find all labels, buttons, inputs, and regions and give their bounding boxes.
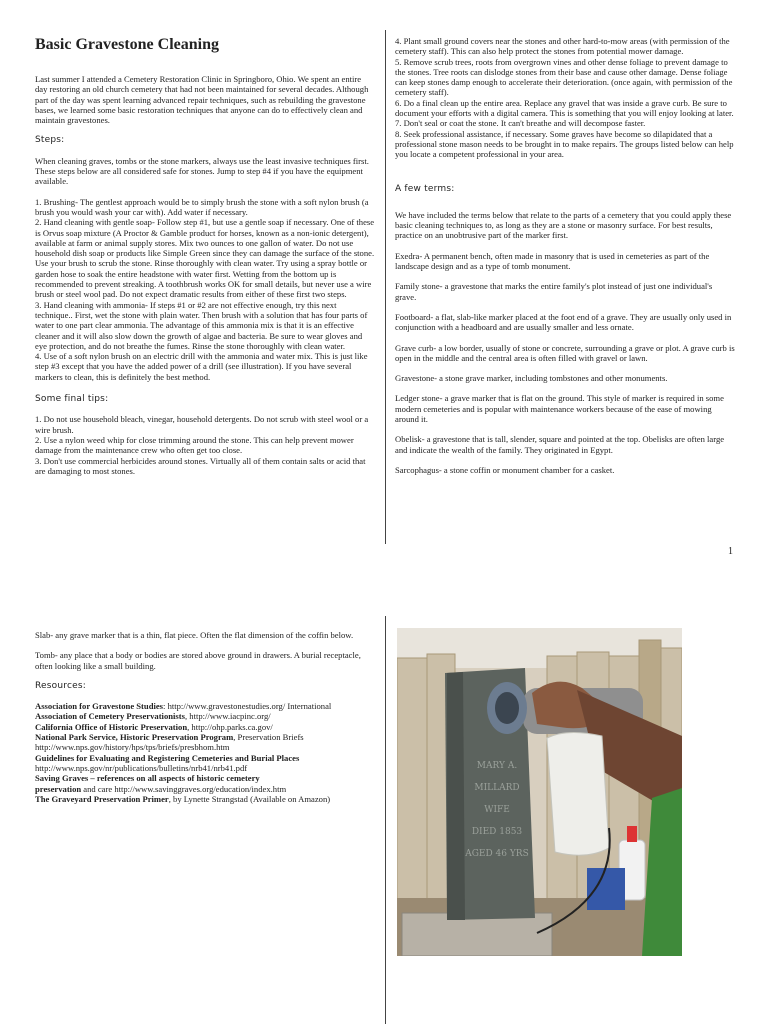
resource-item — [35, 742, 380, 752]
term-item: Obelisk- a gravestone that is tall, slender, square and pointed at the top. Obelisks are often large and indicate the wealth of the family. They originated in Egypt. — [395, 434, 725, 455]
resource-link[interactable]: , http://ohp.parks.ca.gov/ — [187, 721, 273, 732]
resources-heading: Resources: — [35, 680, 86, 691]
stone-inscription-line: AGED 46 YRS — [465, 849, 529, 859]
resource-link[interactable]: http://www.nps.gov/history/hps/tps/briefs/presbhom.htm — [35, 742, 230, 753]
right-column — [395, 36, 735, 485]
term-item: Gravestone- a stone grave marker, including tombstones and other monuments. — [395, 373, 668, 384]
document-title: Basic Gravestone Cleaning — [35, 36, 219, 53]
stone-inscription-line: DIED 1853 — [471, 827, 523, 837]
term-item: Sarcophagus- a stone coffin or monument chamber for a casket. — [395, 464, 615, 475]
resource-item: National Park Service, Historic Preservation Program, Preservation Briefs — [35, 732, 304, 743]
resource-item: Association for Gravestone Studies: http://www.gravestonestudies.org/ International — [35, 701, 332, 712]
resource-item: Association of Cemetery Preservationists, http://www.iacpinc.org/ — [35, 711, 271, 722]
term-item: Exedra- A permanent bench, often made in masonry that is used in cemeteries as part of the landscape design and as a type of tomb monument. — [395, 250, 710, 272]
resource-item: Saving Graves – references on all aspects of historic cemetery — [35, 773, 260, 784]
term-slab: Slab- any grave marker that is a thin, flat piece. Often the flat dimension of the coffin below. — [35, 630, 354, 640]
gravestone-cleaning-photo — [397, 628, 682, 956]
steps-heading: Steps: — [35, 135, 65, 146]
resource-item — [35, 763, 380, 773]
steps-list: 1. Brushing- The gentlest approach would be to simply brush the stone with a soft nylon brush (a brush you would wash your car with). Add water if necessary. 2. Hand cleaning with gentle soap- Follow step #1, but use a gentle soap if necessary. One of these is Orvus soap mixture (A Proctor & Gamble product for horses, known as a non-ionic detergent), available at farm or animal supply stores. Mix two ounces to one gallon of water. Do not use household dish soap or products like Simple Green since they can damage the surface of the stone. Use your brush to scrub the stone. Rinse thoroughly with clean water. Try using a spray bottle or garden hose to soak the entire headstone with water first. Wetting from the bottom up is recommended to prevent streaking. A toothbrush works OK for small details, but never use a wire brush or steel wool pad. Do not expect dramatic results from either of these first two steps. 3. Hand cleaning with ammonia- If steps #1 or #2 are not effective enough, try this next technique.. First, wet the stone with plain water. Then brush with a solution that has four parts of water to one part clear ammonia. The advantage of this ammonia mix is that it is an effective cleaner and it will also slow down the growth of algae and bacteria. Be sure to wear gloves and eye protection, and do not breathe the fumes. Rinse the stone thoroughly with clean water. 4. Use of a soft nylon brush on an electric drill with the ammonia and water mix. This is just like step #3 except that you have the added power of a drill (see illustration). If you have several markers to clean, this is definitely the best method. — [35, 196, 375, 382]
left-column — [35, 36, 375, 486]
left-column-page-2 — [35, 630, 380, 804]
resource-link[interactable]: http://www.nps.gov/nr/publications/bulletins/nrb41/nrb41.pdf — [35, 762, 248, 773]
stone-inscription-line: MILLARD — [474, 783, 520, 793]
term-item: Grave curb- a low border, usually of stone or concrete, surrounding a grave or plot. A grave curb is open in the middle and the central area is often filled with gravel or lawn. — [395, 342, 735, 363]
page-number: 1 — [728, 546, 733, 557]
term-item: Family stone- a gravestone that marks the entire family's plot instead of just one individual's grave. — [395, 281, 713, 302]
resource-item: Guidelines for Evaluating and Registering Cemeteries and Burial Places — [35, 752, 300, 763]
term-tomb: Tomb- any place that a body or bodies are stored above ground in drawers. A burial receptacle, often looking like a small building. — [35, 650, 361, 671]
tips-heading: Some final tips: — [35, 394, 109, 405]
stone-inscription-line: WIFE — [484, 805, 510, 815]
resource-item: The Graveyard Preservation Primer, by Lynette Strangstad (Available on Amazon) — [35, 793, 331, 804]
term-item: Footboard- a flat, slab-like marker placed at the foot end of a grave. They are usually only used in conjunction with a headboard and are usually smaller and less ornate. — [395, 311, 732, 333]
column-divider — [385, 30, 386, 544]
resource-link[interactable]: : http://www.gravestonestudies.org/ International — [163, 701, 332, 712]
terms-heading: A few terms: — [395, 183, 455, 194]
terms-intro: We have included the terms below that relate to the parts of a cemetery that you could apply these basic cleaning techniques to, as long as they are a stone or masonry surface. For best results, practice on an unobtrusive part of the marker first. — [395, 209, 732, 241]
term-item: Ledger stone- a grave marker that is flat on the ground. This style of marker is required in some modern cemeteries and is popular with maintenance workers because of the ease of mowing around it. — [395, 393, 724, 425]
intro-paragraph: Last summer I attended a Cemetery Restoration Clinic in Springboro, Ohio. We spent an entire day restoring an old church cemetery that had not been maintained for several decades. Although part of the day was spent learning advanced repair techniques, such as rebuilding the gravestone bases, we learned some basic restoration techniques that anyone can do to effectively clean and maintain gravestones. — [35, 74, 369, 126]
resources-list — [35, 701, 380, 804]
steps-intro: When cleaning graves, tombs or the stone markers, always use the least invasive techniques first. These steps below are all considered safe for stones. Jump to step #4 if you have the equipment available. — [35, 155, 369, 187]
resource-link[interactable]: , http://www.iacpinc.org/ — [184, 711, 271, 722]
column-divider — [385, 616, 386, 1024]
tips-list: 1. Do not use household bleach, vinegar, household detergents. Do not scrub with steel wool or a wire brush. 2. Use a nylon weed whip for close trimming around the stone. This can help prevent mower damage from the maintenance crew who often get too close. 3. Don't use commercial herbicides around stones. Virtually all of them contain salts or acid that are damaging to most stones. — [35, 414, 369, 476]
steps-continued: 4. Plant small ground covers near the stones and other hard-to-mow areas (with permission of the cemetery staff). This can also help protect the stones from potential mower damage. 5. Remove scrub trees, roots from overgrown vines and other dense foliage to prevent damage to the stones. Tree roots can dislodge stones from their base and cause other damage. Dense foliage can keep stones damp enough to accelerate their deterioration. (once again, with permission of the cemetery staff). 6. Do a final clean up the entire area. Replace any gravel that was inside a grave curb. Be sure to document your efforts with a digital camera. This is something that you will enjoy looking at later. 7. Don't seal or coat the stone. It can't breathe and will decompose faster. 8. Seek professional assistance, if necessary. Some graves have become so dilapidated that a professional stone mason needs to be brought in to make repairs. The groups listed below can help you locate a competent professional in your area. — [395, 36, 734, 160]
photo-illustration — [397, 628, 682, 956]
resource-item: California Office of Historic Preservation, http://ohp.parks.ca.gov/ — [35, 721, 273, 732]
stone-inscription-line: MARY A. — [476, 761, 518, 771]
resource-item: preservation and care http://www.savinggraves.org/education/index.htm — [35, 783, 287, 794]
resource-link[interactable]: and care http://www.savinggraves.org/education/index.htm — [81, 783, 287, 794]
